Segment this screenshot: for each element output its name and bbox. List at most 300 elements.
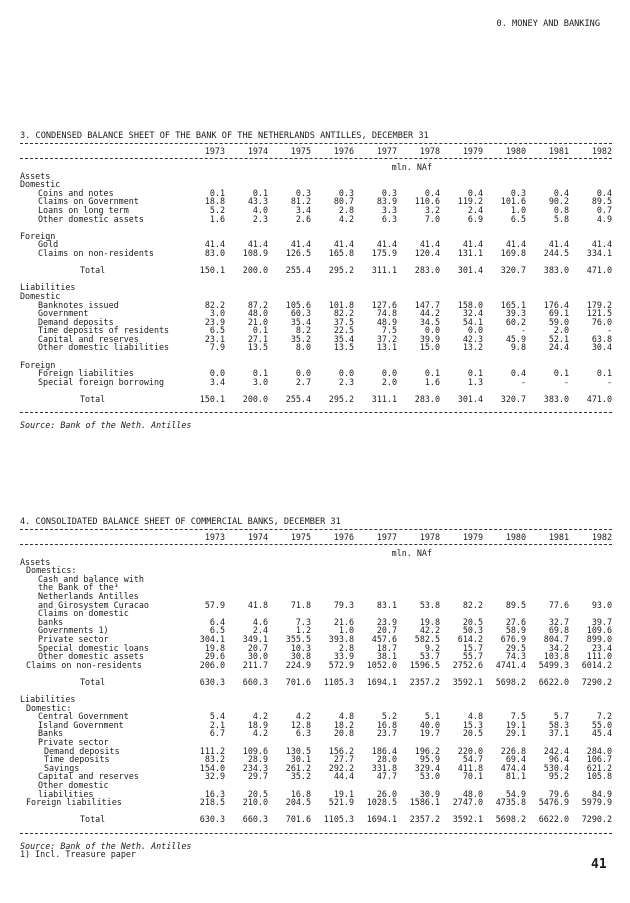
cell-value: 457.6 [371, 633, 397, 644]
cell-value: 54.1 [462, 316, 483, 327]
row-label: Island Government [38, 719, 124, 730]
table-title: 3. CONDENSED BALANCE SHEET OF THE BANK OF THE NETHERLANDS ANTILLES, DECEMBER 31 [20, 131, 429, 141]
cell-value: 119.2 [457, 196, 483, 207]
row-label: Total [80, 814, 106, 825]
cell-value: 105.8 [586, 771, 612, 782]
cell-value: 76.0 [591, 316, 612, 327]
cell-value: 226.8 [500, 745, 526, 756]
cell-value: 6622.0 [538, 814, 569, 825]
cell-value: 6.3 [295, 728, 311, 739]
row-label: Government [38, 308, 89, 319]
cell-value: 5.7 [553, 711, 569, 722]
cell-value: 70.1 [462, 771, 483, 782]
cell-value: 3.2 [424, 204, 440, 215]
cell-value: 35.2 [290, 771, 311, 782]
row-group [20, 395, 612, 404]
row-group [20, 172, 612, 224]
cell-value: 20.5 [462, 616, 483, 627]
cell-value: 0.4 [553, 187, 569, 198]
cell-value: 18.9 [247, 719, 268, 730]
cell-value: 35.4 [290, 316, 311, 327]
cell-value: 83.2 [204, 754, 225, 765]
cell-value: 82.2 [462, 599, 483, 610]
row-group [20, 283, 612, 352]
cell-value: 4.2 [295, 711, 311, 722]
cell-value: 41.4 [591, 239, 612, 250]
cell-value: 22.5 [333, 325, 354, 336]
cell-value: 13.5 [333, 342, 354, 353]
cell-value: 1.6 [209, 213, 225, 224]
row-label: Domestic: [26, 702, 72, 713]
cell-value: 660.3 [242, 676, 268, 687]
year-header: 1981 [548, 146, 569, 156]
cell-value: 2.4 [252, 625, 268, 636]
divider [20, 143, 612, 144]
cell-value: 41.4 [376, 239, 397, 250]
cell-value: 8.2 [295, 325, 311, 336]
cell-value: 23.4 [591, 642, 612, 653]
cell-value: 69.1 [548, 308, 569, 319]
cell-value: 120.4 [414, 247, 440, 258]
cell-value: 6014.2 [581, 659, 612, 670]
cell-value: 48.9 [376, 316, 397, 327]
cell-value: 58.3 [548, 719, 569, 730]
total-row [20, 678, 612, 687]
cell-value: 204.5 [285, 797, 311, 808]
cell-value: 175.9 [371, 247, 397, 258]
cell-value: 3.0 [252, 376, 268, 387]
row-label: Capital and reserves [38, 771, 139, 782]
cell-value: 10.3 [290, 642, 311, 653]
cell-value: 23.7 [376, 728, 397, 739]
cell-value: 28.0 [376, 754, 397, 765]
cell-value: 2752.6 [452, 659, 483, 670]
year-header-row [20, 533, 612, 542]
cell-value: 3592.1 [452, 814, 483, 825]
cell-value: 4735.8 [495, 797, 526, 808]
cell-value: 320.7 [500, 394, 526, 405]
table-row [20, 249, 612, 258]
cell-value: 74.3 [505, 651, 526, 662]
table-row [20, 729, 612, 738]
cell-value: 5.1 [424, 711, 440, 722]
cell-value: 20.5 [247, 788, 268, 799]
table-row [20, 283, 612, 292]
cell-value: 74.8 [376, 308, 397, 319]
cell-value: 0.0 [338, 368, 354, 379]
cell-value: 101.6 [500, 196, 526, 207]
cell-value: 261.2 [285, 762, 311, 773]
cell-value: 7290.2 [581, 814, 612, 825]
cell-value: 83.1 [376, 599, 397, 610]
row-label: Assets [20, 170, 51, 181]
cell-value: 4.2 [252, 711, 268, 722]
cell-value: 106.7 [586, 754, 612, 765]
cell-value: 105.6 [285, 299, 311, 310]
row-label: Claims on non-residents [26, 659, 142, 670]
row-label: Governments 1) [38, 625, 109, 636]
cell-value: 41.4 [290, 239, 311, 250]
cell-value: 196.2 [414, 745, 440, 756]
cell-value: 0.1 [252, 368, 268, 379]
row-label: Central Government [38, 711, 129, 722]
cell-value: 630.3 [199, 676, 225, 687]
cell-value: 34.5 [419, 316, 440, 327]
cell-value: 329.4 [414, 762, 440, 773]
cell-value: 69.4 [505, 754, 526, 765]
cell-value: 79.3 [333, 599, 354, 610]
cell-value: 52.1 [548, 333, 569, 344]
cell-value: 521.9 [328, 797, 354, 808]
cell-value: 44.2 [419, 308, 440, 319]
cell-value: 621.2 [586, 762, 612, 773]
cell-value: 81.1 [505, 771, 526, 782]
cell-value: 43.3 [247, 196, 268, 207]
year-header: 1979 [462, 146, 483, 156]
cell-value: 13.5 [247, 342, 268, 353]
cell-value: 701.6 [285, 814, 311, 825]
cell-value: 89.5 [505, 599, 526, 610]
cell-value: 69.8 [548, 625, 569, 636]
cell-value: 0.1 [424, 368, 440, 379]
footnote: 1) Incl. Treasure paper [20, 849, 136, 860]
cell-value: 0.4 [467, 187, 483, 198]
cell-value: 154.0 [199, 762, 225, 773]
cell-value: 1.3 [467, 376, 483, 387]
cell-value: 179.2 [586, 299, 612, 310]
cell-value: 53.0 [419, 771, 440, 782]
cell-value: 29.1 [505, 728, 526, 739]
cell-value: 39.9 [419, 333, 440, 344]
cell-value: 12.8 [290, 719, 311, 730]
cell-value: 4.8 [467, 711, 483, 722]
cell-value: 0.3 [338, 187, 354, 198]
cell-value: 33.9 [333, 651, 354, 662]
year-header: 1973 [204, 532, 225, 542]
cell-value: 5979.9 [581, 797, 612, 808]
cell-value: 30.4 [591, 342, 612, 353]
cell-value: 87.2 [247, 299, 268, 310]
row-label: Demand deposits [38, 316, 114, 327]
table-row [20, 798, 612, 807]
table-row [20, 558, 612, 567]
cell-value: 16.8 [290, 788, 311, 799]
row-label: Claims on non-residents [38, 247, 154, 258]
cell-value: 54.9 [505, 788, 526, 799]
row-label: the Bank of the³ [38, 582, 119, 593]
year-header: 1976 [333, 532, 354, 542]
source-note: Source: Bank of the Neth. Antilles [20, 420, 192, 431]
cell-value: 284.0 [586, 745, 612, 756]
source-note: Source: Bank of the Neth. Antilles [20, 840, 192, 851]
cell-value: 37.2 [376, 333, 397, 344]
cell-value: 0.4 [424, 187, 440, 198]
cell-value: 35.4 [333, 333, 354, 344]
cell-value: 150.1 [199, 265, 225, 276]
cell-value: 210.0 [242, 797, 268, 808]
row-label: Foreign liabilities [26, 797, 122, 808]
cell-value: 283.0 [414, 265, 440, 276]
cell-value: 2357.2 [409, 814, 440, 825]
cell-value: 26.0 [376, 788, 397, 799]
cell-value: 38.1 [376, 651, 397, 662]
row-label: Netherlands Antilles [38, 590, 139, 601]
total-row [20, 266, 612, 275]
cell-value: 16.3 [204, 788, 225, 799]
cell-value: 77.6 [548, 599, 569, 610]
row-label: Domestic [20, 290, 61, 301]
cell-value: 83.0 [204, 247, 225, 258]
row-label: liabilities [38, 788, 94, 799]
cell-value: 121.5 [586, 308, 612, 319]
cell-value: 211.7 [242, 659, 268, 670]
row-label: Assets [20, 556, 51, 567]
cell-value: 804.7 [543, 633, 569, 644]
cell-value: 165.1 [500, 299, 526, 310]
table-row [20, 378, 612, 387]
cell-value: 7.9 [209, 342, 225, 353]
row-label: Domestics: [26, 565, 77, 576]
row-group [20, 232, 612, 258]
cell-value: 1.6 [424, 376, 440, 387]
cell-value: 101.8 [328, 299, 354, 310]
row-label: Cash and balance with [38, 573, 144, 584]
year-header: 1978 [419, 532, 440, 542]
cell-value: 84.9 [591, 788, 612, 799]
cell-value: 30.0 [247, 651, 268, 662]
row-group [20, 678, 612, 687]
cell-value: 54.7 [462, 754, 483, 765]
cell-value: 41.4 [419, 239, 440, 250]
cell-value: 2.0 [381, 376, 397, 387]
cell-value: 24.4 [548, 342, 569, 353]
cell-value: 311.1 [371, 265, 397, 276]
cell-value: 5.2 [209, 204, 225, 215]
row-label: Demand deposits [44, 745, 120, 756]
cell-value: 0.1 [553, 368, 569, 379]
cell-value: 20.7 [376, 625, 397, 636]
cell-value: 355.5 [285, 633, 311, 644]
cell-value: 5476.9 [538, 797, 569, 808]
cell-value: 2.7 [295, 376, 311, 387]
cell-value: 2.3 [252, 213, 268, 224]
unit-label: mln. NAf [391, 547, 432, 558]
row-label: Coins and notes [38, 187, 114, 198]
cell-value: 200.0 [242, 394, 268, 405]
cell-value: 0.1 [252, 325, 268, 336]
row-label: Total [80, 676, 106, 687]
cell-value: 59.0 [548, 316, 569, 327]
cell-value: 334.1 [586, 247, 612, 258]
year-header: 1982 [591, 146, 612, 156]
cell-value: 20.7 [247, 642, 268, 653]
cell-value: 1586.1 [409, 797, 440, 808]
cell-value: 58.9 [505, 625, 526, 636]
cell-value: 206.0 [199, 659, 225, 670]
cell-value: 1.0 [338, 625, 354, 636]
cell-value: 90.2 [548, 196, 569, 207]
row-label: Gold [38, 239, 59, 250]
page-number: 41 [591, 857, 607, 872]
cell-value: 47.7 [376, 771, 397, 782]
row-label: and Girosystem Curacao [38, 599, 149, 610]
cell-value: 53.8 [419, 599, 440, 610]
year-header: 1974 [247, 532, 268, 542]
cell-value: 83.9 [376, 196, 397, 207]
cell-value: 82.2 [204, 299, 225, 310]
row-label: Other domestic assets [38, 213, 144, 224]
cell-value: 1596.5 [409, 659, 440, 670]
cell-value: 28.9 [247, 754, 268, 765]
cell-value: 60.2 [505, 316, 526, 327]
cell-value: 7.2 [596, 711, 612, 722]
table-row [20, 772, 612, 781]
table-title: 4. CONSOLIDATED BALANCE SHEET OF COMMERCIAL BANKS, DECEMBER 31 [20, 517, 341, 527]
cell-value: 0.1 [596, 368, 612, 379]
year-header: 1982 [591, 532, 612, 542]
total-row [20, 395, 612, 404]
cell-value: 15.3 [462, 719, 483, 730]
cell-value: 21.0 [247, 316, 268, 327]
year-header: 1979 [462, 532, 483, 542]
table-row [20, 215, 612, 224]
divider [20, 529, 612, 530]
row-label: Savings [44, 762, 80, 773]
cell-value: 1052.0 [366, 659, 397, 670]
cell-value: 44.4 [333, 771, 354, 782]
cell-value: 614.2 [457, 633, 483, 644]
cell-value: 55.7 [462, 651, 483, 662]
cell-value: 0.1 [252, 187, 268, 198]
cell-value: 176.4 [543, 299, 569, 310]
cell-value: 2357.2 [409, 676, 440, 687]
cell-value: 1694.1 [366, 676, 397, 687]
cell-value: 411.8 [457, 762, 483, 773]
unit-label: mln. NAf [391, 161, 432, 172]
row-label: Private sector [38, 737, 109, 748]
cell-value: 13.2 [462, 342, 483, 353]
cell-value: 0.3 [510, 187, 526, 198]
cell-value: 29.5 [505, 642, 526, 653]
cell-value: 111.0 [586, 651, 612, 662]
cell-value: 4.0 [252, 204, 268, 215]
cell-value: 39.3 [505, 308, 526, 319]
cell-value: 582.5 [414, 633, 440, 644]
cell-value: 292.2 [328, 762, 354, 773]
row-label: Liabilities [20, 282, 76, 293]
year-header: 1975 [290, 532, 311, 542]
cell-value: 34.2 [548, 642, 569, 653]
cell-value: 93.0 [591, 599, 612, 610]
cell-value: 57.9 [204, 599, 225, 610]
cell-value: 40.0 [419, 719, 440, 730]
cell-value: 55.0 [591, 719, 612, 730]
cell-value: 2.8 [338, 204, 354, 215]
cell-value: 42.2 [419, 625, 440, 636]
cell-value: 0.0 [467, 325, 483, 336]
row-label: Liabilities [20, 694, 76, 705]
cell-value: 42.3 [462, 333, 483, 344]
cell-value: 13.1 [376, 342, 397, 353]
cell-value: 5698.2 [495, 814, 526, 825]
cell-value: 3.3 [381, 204, 397, 215]
cell-value: 471.0 [586, 394, 612, 405]
year-header: 1976 [333, 146, 354, 156]
row-group [20, 558, 612, 670]
row-label: Foreign [20, 230, 56, 241]
cell-value: 63.8 [591, 333, 612, 344]
year-header: 1977 [376, 146, 397, 156]
cell-value: 0.1 [467, 368, 483, 379]
cell-value: 37.1 [548, 728, 569, 739]
cell-value: 6.4 [209, 616, 225, 627]
cell-value: 29.6 [204, 651, 225, 662]
table-row [20, 172, 612, 181]
cell-value: 7.5 [510, 711, 526, 722]
cell-value: 2747.0 [452, 797, 483, 808]
cell-value: 4.2 [252, 728, 268, 739]
cell-value: 234.3 [242, 762, 268, 773]
cell-value: 3.4 [209, 376, 225, 387]
year-header: 1981 [548, 532, 569, 542]
table-row [20, 695, 612, 704]
cell-value: 32.7 [548, 616, 569, 627]
cell-value: 530.4 [543, 762, 569, 773]
cell-value: 9.2 [424, 642, 440, 653]
cell-value: 37.5 [333, 316, 354, 327]
cell-value: 3592.1 [452, 676, 483, 687]
cell-value: 242.4 [543, 745, 569, 756]
cell-value: 0.4 [510, 368, 526, 379]
header-spacer [20, 147, 182, 156]
cell-value: 79.6 [548, 788, 569, 799]
cell-value: 27.6 [505, 616, 526, 627]
row-label: Banknotes issued [38, 299, 119, 310]
cell-value: 53.7 [419, 651, 440, 662]
row-label: banks [38, 616, 64, 627]
cell-value: 19.7 [419, 728, 440, 739]
cell-value: 41.4 [505, 239, 526, 250]
cell-value: 4741.4 [495, 659, 526, 670]
header-spacer [20, 533, 182, 542]
cell-value: 4.8 [338, 711, 354, 722]
table-row [20, 661, 612, 670]
cell-value: 0.8 [553, 204, 569, 215]
row-group [20, 266, 612, 275]
cell-value: 21.6 [333, 616, 354, 627]
cell-value: 0.3 [381, 187, 397, 198]
cell-value: 6.5 [510, 213, 526, 224]
cell-value: 0.0 [381, 368, 397, 379]
cell-value: 2.8 [338, 642, 354, 653]
cell-value: 331.8 [371, 762, 397, 773]
row-label: Total [80, 265, 106, 276]
cell-value: 109.6 [242, 745, 268, 756]
cell-value: 0.3 [295, 187, 311, 198]
table-consolidated-balance-sheet [20, 517, 612, 859]
cell-value: - [563, 376, 569, 387]
cell-value: 6622.0 [538, 676, 569, 687]
cell-value: 60.3 [290, 308, 311, 319]
cell-value: 2.0 [553, 325, 569, 336]
cell-value: 96.4 [548, 754, 569, 765]
cell-value: 7290.2 [581, 676, 612, 687]
cell-value: 45.9 [505, 333, 526, 344]
cell-value: 5499.3 [538, 659, 569, 670]
year-header: 1975 [290, 146, 311, 156]
year-header: 1978 [419, 146, 440, 156]
year-header: 1974 [247, 146, 268, 156]
